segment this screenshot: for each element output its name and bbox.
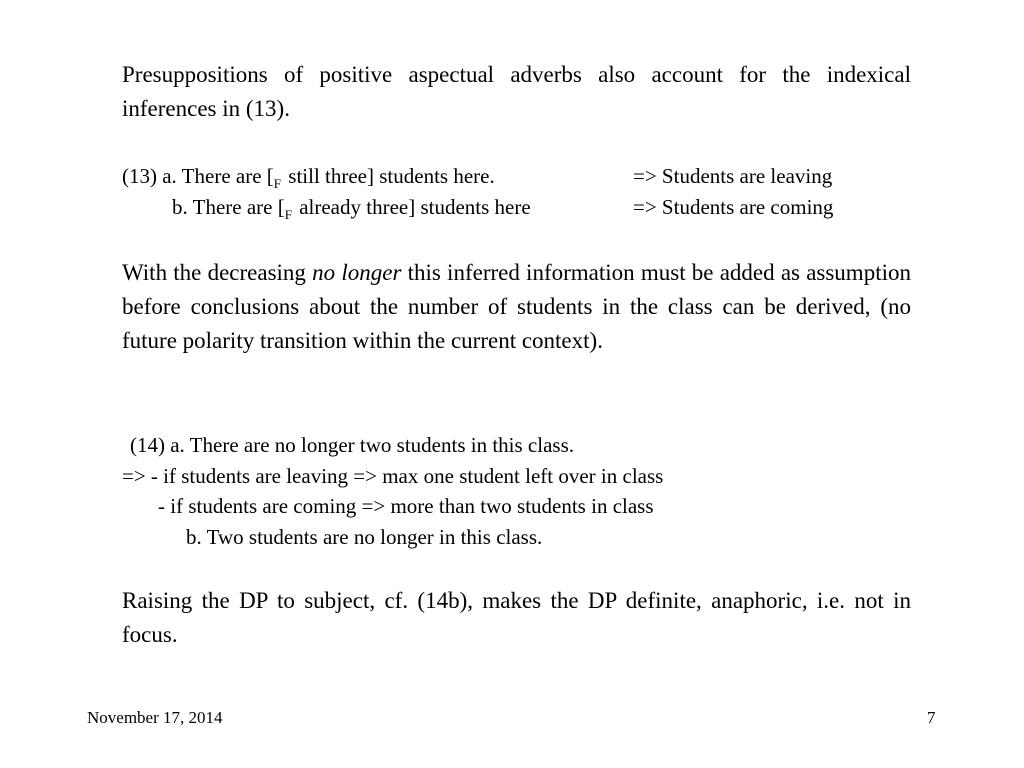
footer-date: November 17, 2014 (87, 708, 223, 727)
example-13a-prefix: (13) a. There are [ (122, 164, 274, 188)
page-number: 7 (927, 708, 936, 727)
example-13b (172, 195, 531, 222)
example-13a-inference: => Students are leaving (633, 164, 833, 188)
example-13b-text: already three] students here (293, 195, 531, 219)
paragraph-decreasing-rest: this inferred information must be added as assumption before conclusions about the number of students in the class can be derived, (no future polarity transition within the current context). (122, 260, 911, 353)
paragraph-decreasing-start: With the decreasing (122, 260, 313, 285)
example-14-coming: - if students are coming => more than two students in class (158, 494, 654, 518)
example-14b: b. Two students are no longer in this class. (186, 525, 543, 549)
focus-subscript: F (273, 176, 282, 191)
paragraph-raising: Raising the DP to subject, cf. (14b), makes the DP definite, anaphoric, i.e. not in focus. (122, 588, 911, 647)
paragraph-presuppositions: Presuppositions of positive aspectual adverbs also account for the indexical inferences in (13). (122, 62, 911, 121)
example-13b-inference: => Students are coming (633, 195, 834, 219)
focus-subscript: F (284, 207, 292, 222)
example-14-leaving: => - if students are leaving => max one student left over in class (122, 464, 664, 488)
example-14a: (14) a. There are no longer two students in this class. (130, 433, 575, 457)
example-13a (122, 164, 495, 191)
paragraph-decreasing (122, 256, 911, 358)
example-13b-prefix: b. There are [ (172, 195, 285, 219)
paragraph-decreasing-italic: no longer (312, 260, 402, 285)
example-13a-text: still three] students here. (283, 164, 495, 188)
